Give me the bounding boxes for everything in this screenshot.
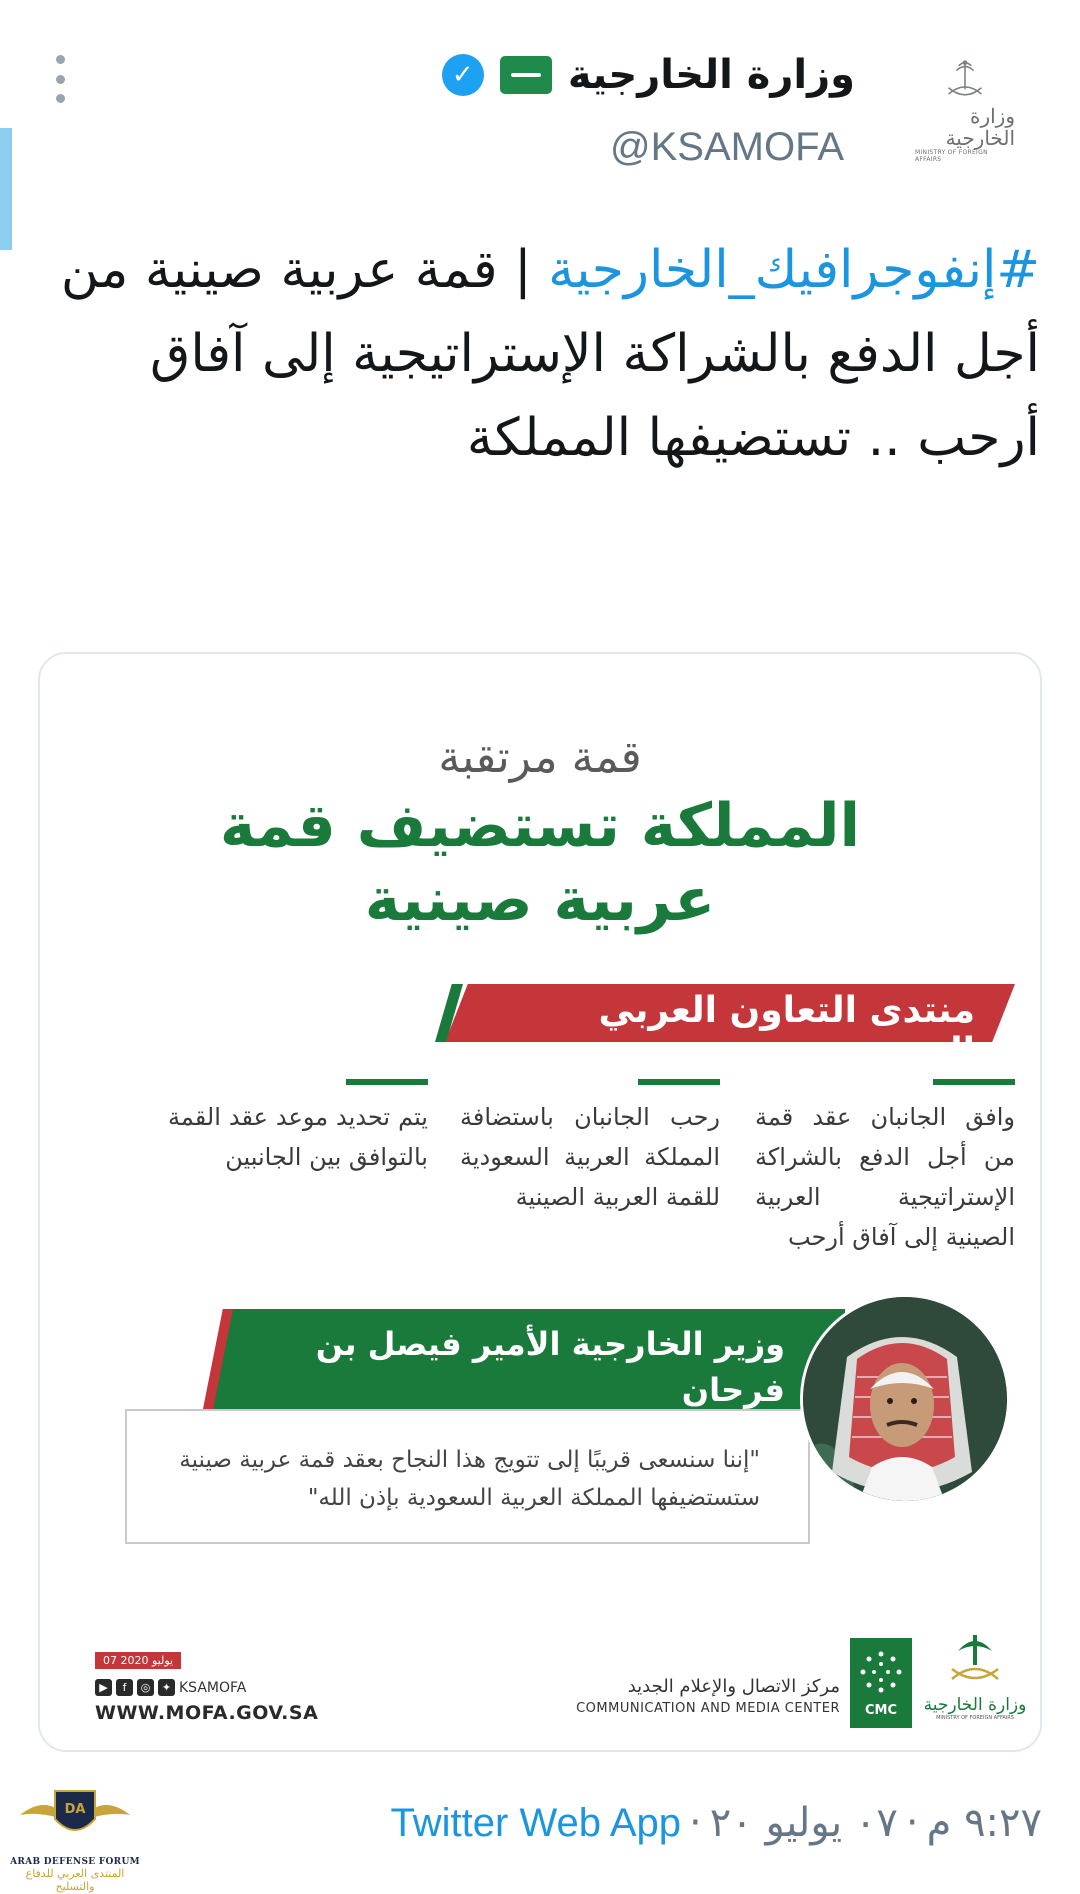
column-text: يتم تحديد موعد عقد القمة بالتوافق بين الجانبين xyxy=(168,1103,428,1171)
facebook-icon: f xyxy=(116,1679,133,1696)
cmc-dots-icon xyxy=(859,1650,903,1694)
more-dot xyxy=(56,55,65,64)
tweet-date[interactable]: ٠٧ يوليو ٢٠ xyxy=(709,1800,898,1846)
minister-quote: "إننا سنسعى قريبًا إلى تتويج هذا النجاح بعقد قمة عربية صينية ستستضيفها المملكة العربية السعودية بإذن الله" xyxy=(179,1447,760,1511)
portrait-illustration xyxy=(800,1297,1007,1504)
column-rule xyxy=(346,1079,428,1085)
mofa-logo-arabic: وزارة الخارجية xyxy=(923,1695,1027,1715)
social-row xyxy=(95,1679,295,1696)
info-column xyxy=(755,1079,1015,1257)
avatar-logo-subtext: MINISTRY OF FOREIGN AFFAIRS xyxy=(915,149,988,163)
info-column xyxy=(460,1079,720,1217)
infographic-headline xyxy=(40,789,1040,937)
instagram-icon: ◎ xyxy=(137,1679,154,1696)
more-dot xyxy=(56,94,65,103)
website-url: WWW.MOFA.GOV.SA xyxy=(95,1702,319,1724)
minister-portrait xyxy=(800,1294,1010,1504)
mofa-logo xyxy=(920,1629,1030,1739)
hashtag-link[interactable]: #إنفوجرافيك_الخارجية xyxy=(548,240,1040,300)
avatar[interactable] xyxy=(915,58,1015,163)
watermark xyxy=(10,1785,140,1893)
info-column xyxy=(168,1079,428,1177)
verified-check-icon: ✓ xyxy=(442,54,484,96)
cmc-logo xyxy=(850,1638,912,1728)
headline-line-2: عربية صينية xyxy=(364,865,716,935)
column-text: وافق الجانبان عقد قمة من أجل الدفع بالشراكة الإستراتيجية العربية الصينية إلى آفاق أرحب xyxy=(755,1103,1015,1251)
avatar-logo-text: وزارة الخارجية xyxy=(945,104,1015,150)
date-badge: 07 يوليو 2020 xyxy=(95,1652,181,1669)
forum-banner xyxy=(445,984,1015,1072)
scroll-indicator[interactable] xyxy=(0,128,12,250)
infographic-kicker: قمة مرتقبة xyxy=(438,732,642,783)
svg-text:DA: DA xyxy=(64,1802,86,1817)
headline-line-1: المملكة تستضيف قمة xyxy=(219,791,861,861)
tweet-text xyxy=(50,228,1040,480)
social-handle: KSAMOFA xyxy=(179,1679,247,1696)
meta-separator: · xyxy=(905,1800,919,1846)
meta-separator: · xyxy=(689,1800,702,1846)
tweet-body: | قمة عربية صينية من أجل الدفع بالشراكة الإستراتيجية إلى آفاق أرحب .. تستضيفها المملكة xyxy=(60,240,1040,468)
column-rule xyxy=(638,1079,720,1085)
mofa-logo-english: MINISTRY OF FOREIGN AFFAIRS xyxy=(936,1715,1014,1721)
tweet-meta xyxy=(391,1800,1042,1846)
forum-title: منتدى التعاون العربي الصيني: xyxy=(598,990,975,1072)
column-rule xyxy=(933,1079,1015,1085)
mofa-emblem-icon xyxy=(930,58,1000,105)
quote-box xyxy=(125,1409,810,1544)
column-text: رحب الجانبان باستضافة المملكة العربية السعودية للقمة العربية الصينية xyxy=(460,1103,720,1211)
display-name-row[interactable] xyxy=(442,45,855,105)
youtube-icon: ▶ xyxy=(95,1679,112,1696)
more-dot xyxy=(56,75,65,84)
watermark-title: ARAB DEFENSE FORUM xyxy=(10,1857,140,1867)
footer-left xyxy=(95,1649,319,1724)
media-card[interactable] xyxy=(38,652,1042,1752)
tweet-source[interactable]: Twitter Web App xyxy=(390,1800,682,1845)
cmc-caption xyxy=(540,1676,840,1716)
user-handle[interactable]: @KSAMOFA xyxy=(610,125,844,169)
mofa-emblem-icon xyxy=(940,1629,1010,1691)
more-vertical-icon[interactable] xyxy=(50,55,70,103)
cmc-arabic: مركز الاتصال والإعلام الجديد xyxy=(627,1676,840,1697)
cmc-logo-label: CMC xyxy=(864,1703,898,1718)
twitter-icon: ✦ xyxy=(158,1679,175,1696)
tweet-time[interactable]: ٩:٢٧ م xyxy=(926,1800,1042,1846)
display-name[interactable]: وزارة الخارجية xyxy=(567,52,855,98)
minister-line-1: وزير الخارجية الأمير فيصل بن فرحان xyxy=(315,1325,785,1409)
saudi-flag-icon xyxy=(500,56,552,94)
cmc-english: COMMUNICATION AND MEDIA CENTER xyxy=(576,1701,840,1716)
watermark-subtitle: المنتدى العربي للدفاع والتسليح xyxy=(25,1867,125,1893)
forum-shield-icon xyxy=(10,1785,140,1853)
